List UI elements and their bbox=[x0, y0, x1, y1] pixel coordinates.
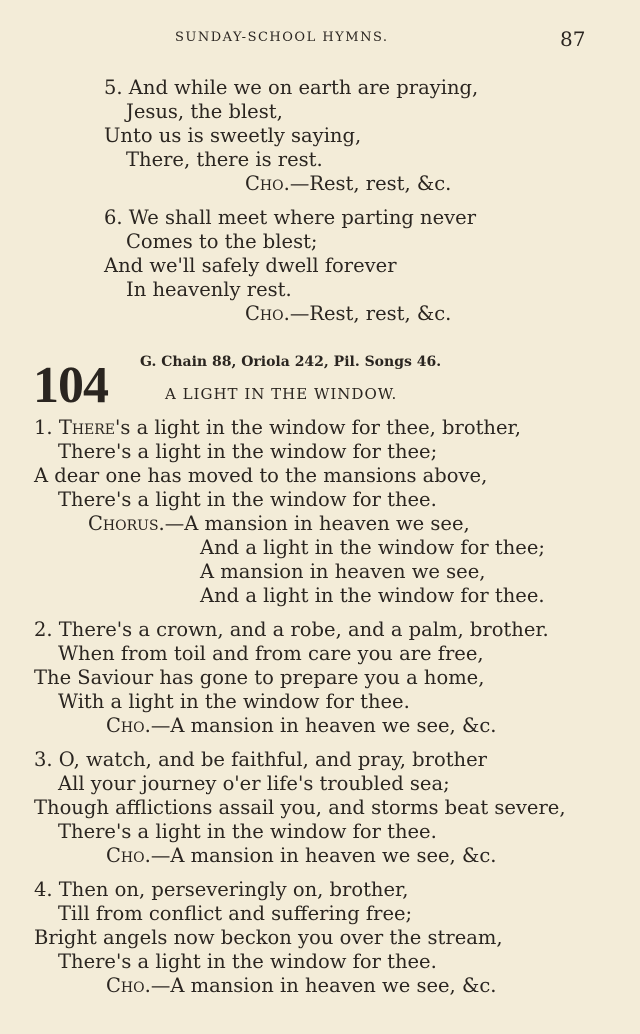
verse-line: There, there is rest. bbox=[126, 148, 323, 171]
chorus-label: Cho. bbox=[106, 714, 151, 737]
chorus-line bbox=[106, 714, 496, 738]
chorus-label: Cho. bbox=[106, 974, 151, 997]
verse-line: There's a light in the window for thee. bbox=[58, 488, 437, 511]
verse-line: 3. O, watch, and be faithful, and pray, brother bbox=[34, 748, 487, 771]
chorus-text: —A mansion in heaven we see, &c. bbox=[150, 974, 497, 997]
hymn-title: A LIGHT IN THE WINDOW. bbox=[165, 385, 398, 403]
verse-line: The Saviour has gone to prepare you a home, bbox=[34, 666, 485, 689]
chorus-text: —A mansion in heaven we see, &c. bbox=[150, 844, 497, 867]
verse-line: And we'll safely dwell forever bbox=[104, 254, 397, 277]
chorus-line bbox=[88, 512, 470, 536]
verse-line: All your journey o'er life's troubled sea; bbox=[58, 772, 450, 795]
verse-number: 1. bbox=[34, 416, 53, 439]
chorus-text: —A mansion in heaven we see, bbox=[164, 512, 470, 535]
verse-line: Jesus, the blest, bbox=[126, 100, 283, 123]
chorus-line bbox=[245, 172, 451, 196]
chorus-line bbox=[245, 302, 451, 326]
tune-reference: G. Chain 88, Oriola 242, Pil. Songs 46. bbox=[140, 354, 442, 370]
chorus-label: Cho. bbox=[106, 844, 151, 867]
chorus-label: Cho. bbox=[245, 172, 290, 195]
verse-line: There's a light in the window for thee. bbox=[58, 820, 437, 843]
verse-line: Comes to the blest; bbox=[126, 230, 318, 253]
chorus-line bbox=[106, 974, 496, 998]
chorus-label: Chorus. bbox=[88, 512, 165, 535]
verse-line: Unto us is sweetly saying, bbox=[104, 124, 362, 147]
verse-line: A dear one has moved to the mansions above, bbox=[34, 464, 488, 487]
verse-line: There's a light in the window for thee; bbox=[58, 440, 438, 463]
verse-line: Bright angels now beckon you over the stream, bbox=[34, 926, 503, 949]
first-word: There bbox=[58, 416, 116, 439]
verse-line: 6. We shall meet where parting never bbox=[104, 206, 477, 229]
chorus-text: —Rest, rest, &c. bbox=[289, 302, 452, 325]
verse-line: There's a light in the window for thee. bbox=[58, 950, 437, 973]
verse-line: 5. And while we on earth are praying, bbox=[104, 76, 479, 99]
verse-line: 2. There's a crown, and a robe, and a palm, brother. bbox=[34, 618, 549, 641]
verse-text: 's a light in the window for thee, brother, bbox=[115, 416, 521, 439]
page-number: 87 bbox=[560, 27, 586, 51]
hymn-number: 104 bbox=[33, 357, 108, 414]
verse-line: With a light in the window for thee. bbox=[58, 690, 410, 713]
verse-line: In heavenly rest. bbox=[126, 278, 292, 301]
verse-line: When from toil and from care you are free, bbox=[58, 642, 484, 665]
chorus-text: —A mansion in heaven we see, &c. bbox=[150, 714, 497, 737]
verse-line: Though afflictions assail you, and storms beat severe, bbox=[34, 796, 566, 819]
verse-line: 4. Then on, perseveringly on, brother, bbox=[34, 878, 409, 901]
chorus-line bbox=[106, 844, 496, 868]
running-head: SUNDAY-SCHOOL HYMNS. bbox=[175, 30, 389, 45]
chorus-label: Cho. bbox=[245, 302, 290, 325]
chorus-line: A mansion in heaven we see, bbox=[200, 560, 486, 583]
chorus-line: And a light in the window for thee. bbox=[200, 584, 545, 607]
chorus-line: And a light in the window for thee; bbox=[200, 536, 545, 559]
chorus-text: —Rest, rest, &c. bbox=[289, 172, 452, 195]
verse-line bbox=[34, 416, 521, 440]
verse-line: Till from conflict and suffering free; bbox=[58, 902, 413, 925]
